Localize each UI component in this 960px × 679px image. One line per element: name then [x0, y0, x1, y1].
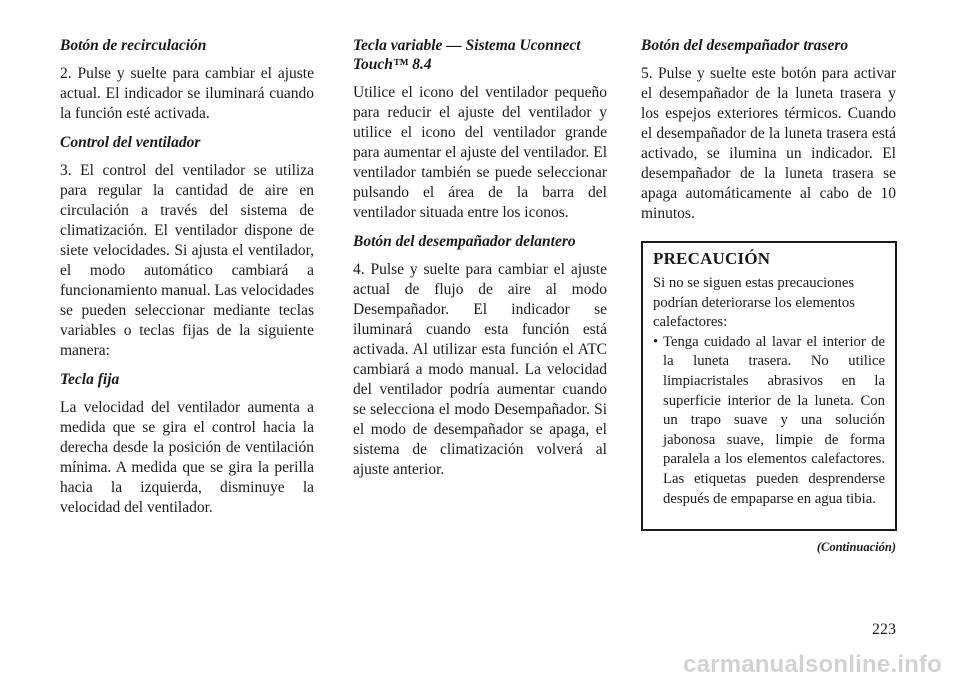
recirculation-button-heading: Botón de recirculación	[60, 37, 207, 54]
column-1	[60, 36, 314, 527]
caution-bullet-item	[653, 333, 885, 509]
soft-key-heading: Tecla variable — Sistema Uconnect Touch™ 8.4	[353, 37, 581, 73]
rear-defrost-paragraph: 5. Pulse y suelte este botón para activar el desempañador de la luneta trasera y los espejos exteriores térmicos. Cuando el desempañador de la luneta trasera está activado, se ilumina un indicador. El desempañador de la luneta trasera se apaga automáticamente al cabo de 10 minutos.	[641, 65, 896, 222]
front-defrost-heading: Botón del desempañador delantero	[353, 233, 576, 250]
caution-bullet-text: Tenga cuidado al lavar el interior de la luneta trasera. No utilice limpiacristales abrasivos en la superficie interior de la luneta. Con un trapo suave y una solución jabonosa suave, limpie de forma paralela a los elementos calefactores. Las etiquetas pueden desprenderse después de empaparse en agua tibia.	[663, 333, 885, 507]
rear-defrost-heading: Botón del desempañador trasero	[641, 37, 849, 54]
column-2	[353, 36, 607, 489]
watermark-logo: carmanualsonline.info	[683, 651, 942, 678]
column-3	[641, 36, 896, 233]
fan-control-paragraph: 3. El control del ventilador se utiliza para regular la cantidad de aire en circulación a través del sistema de climatización. El ventilador dispone de siete velocidades. Si ajusta el ventilador, el modo automático cambiará a funcionamiento manual. Las velocidades se pueden seleccionar mediante teclas variables o teclas fijas de la siguiente manera:	[60, 162, 314, 359]
caution-intro: Si no se siguen estas precauciones podrían deteriorarse los elementos calefactores:	[653, 275, 855, 331]
fan-control-heading: Control del ventilador	[60, 134, 201, 151]
hard-key-heading: Tecla fija	[60, 371, 120, 388]
recirculation-paragraph: 2. Pulse y suelte para cambiar el ajuste actual. El indicador se iluminará cuando la función esté activada.	[60, 65, 314, 122]
soft-key-paragraph: Utilice el icono del ventilador pequeño para reducir el ajuste del ventilador y utilice el icono del ventilador grande para aumentar el ajuste del ventilador. El ventilador también se puede seleccionar pulsando el área de la barra del ventilador situada entre los iconos.	[353, 84, 607, 221]
front-defrost-paragraph: 4. Pulse y suelte para cambiar el ajuste actual de flujo de aire al modo Desempañador. El indicador se iluminará cuando esta función está activada. Al utilizar esta función el ATC cambiará a modo manual. La velocidad del ventilador podría aumentar cuando se selecciona el modo Desempañador. Si el modo de desempañador se apaga, el sistema de climatización volverá al ajuste anterior.	[353, 261, 607, 478]
hard-key-paragraph: La velocidad del ventilador aumenta a medida que se gira el control hacia la derecha desde la posición de ventilación mínima. A medida que se gira la perilla hacia la izquierda, disminuye la velocidad del ventilador.	[60, 399, 314, 516]
caution-title: PRECAUCIÓN	[653, 249, 771, 268]
caution-box	[641, 241, 897, 531]
page-number: 223	[872, 621, 896, 638]
bullet-icon: •	[653, 333, 659, 350]
continuation-label: (Continuación)	[816, 540, 896, 554]
